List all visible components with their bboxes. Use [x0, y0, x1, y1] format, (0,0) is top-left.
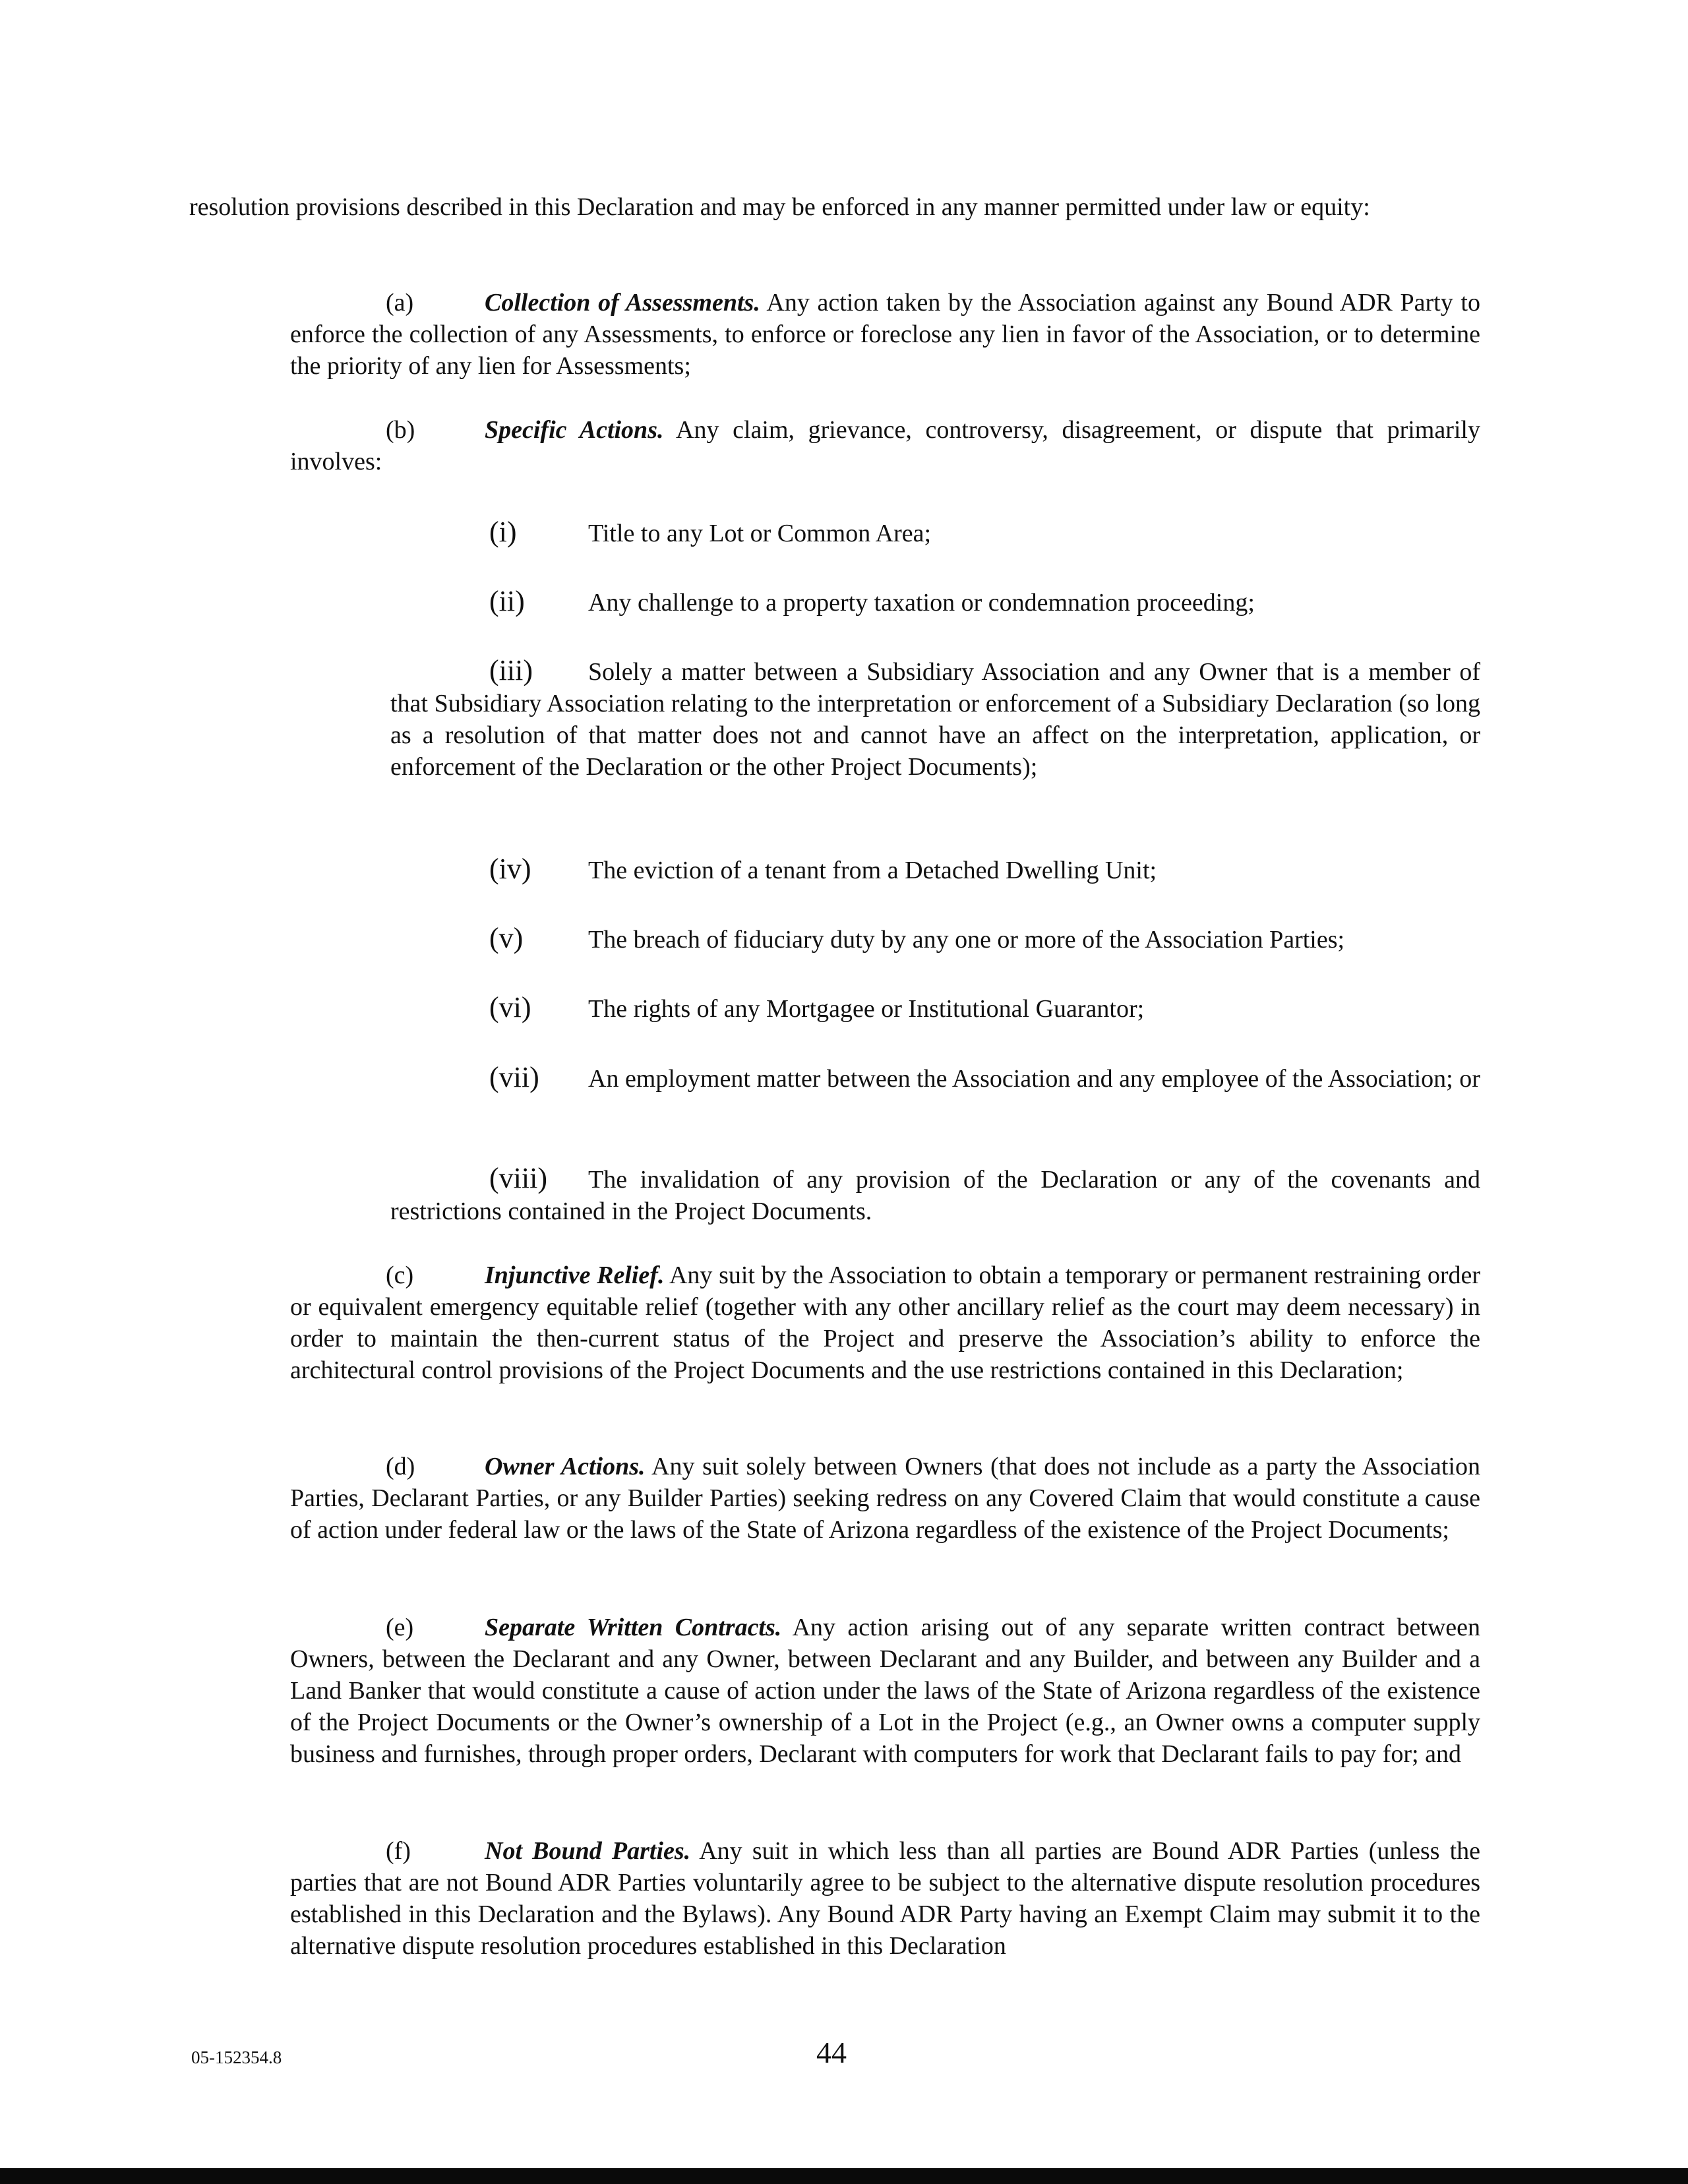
paragraph-d	[290, 1451, 1480, 1546]
paragraph-f	[290, 1835, 1480, 1962]
paragraph-a	[290, 287, 1480, 382]
paragraph-f-heading: Not Bound Parties.	[485, 1837, 691, 1865]
paragraph-e	[290, 1612, 1480, 1770]
paragraph-b-text: Any claim, grievance, controversy, disagreement, or dispute that primarily involves:	[290, 416, 1480, 475]
sub-item-vii-number: (vii)	[489, 1061, 539, 1093]
intro-paragraph	[189, 191, 1480, 223]
document-id: 05-152354.8	[191, 2048, 282, 2067]
paragraph-d-label: (d)	[386, 1453, 415, 1480]
paragraph-a-text: Any action taken by the Association against any Bound ADR Party to enforce the collection of any Assessments, to enforce or foreclose any lien in favor of the Association, or to determine the priority of any lien for Assessments;	[290, 289, 1480, 380]
paragraph-c-text: Any suit by the Association to obtain a temporary or permanent restraining order or equivalent emergency equitable relief (together with any other ancillary relief as the court may deem necessary) in order to maintain the then-current status of the Project and preserve the Association’s ability to enforce the architectural control provisions of the Project Documents and the use restrictions contained in this Declaration;	[290, 1261, 1480, 1384]
sub-item-i	[390, 516, 1480, 549]
sub-item-ii	[390, 586, 1480, 619]
sub-item-iii-number: (iii)	[489, 654, 533, 686]
sub-item-i-text: Title to any Lot or Common Area;	[588, 520, 932, 547]
sub-item-viii	[390, 1163, 1480, 1227]
sub-item-viii-text: The invalidation of any provision of the Declaration or any of the covenants and restrictions contained in the Project Documents.	[390, 1166, 1480, 1225]
sub-item-vii-text: An employment matter between the Association and any employee of the Association; or	[588, 1065, 1480, 1093]
paragraph-c-heading: Injunctive Relief.	[485, 1261, 665, 1289]
page-number: 44	[816, 2036, 847, 2069]
sub-item-vii	[390, 1062, 1480, 1095]
sub-item-iii-text: Solely a matter between a Subsidiary Association and any Owner that is a member of that Subsidiary Association relating to the interpretation or enforcement of a Subsidiary Declaration (so long as a resolution of that matter does not and cannot have an affect on the interpretation, application, or enforcement of the Declaration or the other Project Documents);	[390, 658, 1480, 781]
sub-item-ii-text: Any challenge to a property taxation or condemnation proceeding;	[588, 589, 1255, 617]
sub-item-iv	[390, 853, 1480, 886]
paragraph-f-label: (f)	[386, 1837, 411, 1865]
intro-text: resolution provisions described in this Declaration and may be enforced in any manner permitted under law or equity:	[189, 193, 1370, 221]
sub-item-iii	[390, 655, 1480, 783]
sub-item-ii-number: (ii)	[489, 585, 525, 617]
sub-item-vi-text: The rights of any Mortgagee or Institutional Guarantor;	[588, 995, 1145, 1023]
paragraph-b-heading: Specific Actions.	[485, 416, 664, 444]
sub-item-v-text: The breach of fiduciary duty by any one or more of the Association Parties;	[588, 926, 1345, 954]
paragraph-c	[290, 1259, 1480, 1386]
bottom-scan-border	[0, 2168, 1688, 2184]
paragraph-e-heading: Separate Written Contracts.	[485, 1614, 782, 1641]
paragraph-e-text: Any action arising out of any separate written contract between Owners, between the Declarant and any Owner, between Declarant and any Builder, and between any Builder and a Land Banker that would constitute a cause of action under the laws of the State of Arizona regardless of the existence of the Project Documents or the Owner’s ownership of a Lot in the Project (e.g., an Owner owns a computer supply business and furnishes, through proper orders, Declarant with computers for work that Declarant fails to pay for; and	[290, 1614, 1480, 1768]
paragraph-a-heading: Collection of Assessments.	[485, 289, 760, 317]
paragraph-d-text: Any suit solely between Owners (that does not include as a party the Association Parties, Declarant Parties, or any Builder Parties) seeking redress on any Covered Claim that would constitute a cause of action under federal law or the laws of the State of Arizona regardless of the existence of the Project Documents;	[290, 1453, 1480, 1544]
paragraph-c-label: (c)	[386, 1261, 414, 1289]
paragraph-f-text: Any suit in which less than all parties are Bound ADR Parties (unless the parties that are not Bound ADR Parties voluntarily agree to be subject to the alternative dispute resolution procedures established in this Declaration and the Bylaws). Any Bound ADR Party having an Exempt Claim may submit it to the alternative dispute resolution procedures established in this Declaration	[290, 1837, 1480, 1960]
sub-item-iv-number: (iv)	[489, 853, 531, 885]
paragraph-a-label: (a)	[386, 289, 414, 317]
sub-item-vi-number: (vi)	[489, 991, 531, 1023]
sub-item-v-number: (v)	[489, 922, 524, 954]
paragraph-b-label: (b)	[386, 416, 415, 444]
sub-item-viii-number: (viii)	[489, 1162, 547, 1194]
sub-item-v	[390, 923, 1480, 956]
sub-item-iv-text: The eviction of a tenant from a Detached Dwelling Unit;	[588, 857, 1157, 884]
paragraph-d-heading: Owner Actions.	[485, 1453, 646, 1480]
sub-item-vi	[390, 992, 1480, 1025]
paragraph-e-label: (e)	[386, 1614, 414, 1641]
sub-item-i-number: (i)	[489, 516, 517, 548]
paragraph-b	[290, 414, 1480, 477]
